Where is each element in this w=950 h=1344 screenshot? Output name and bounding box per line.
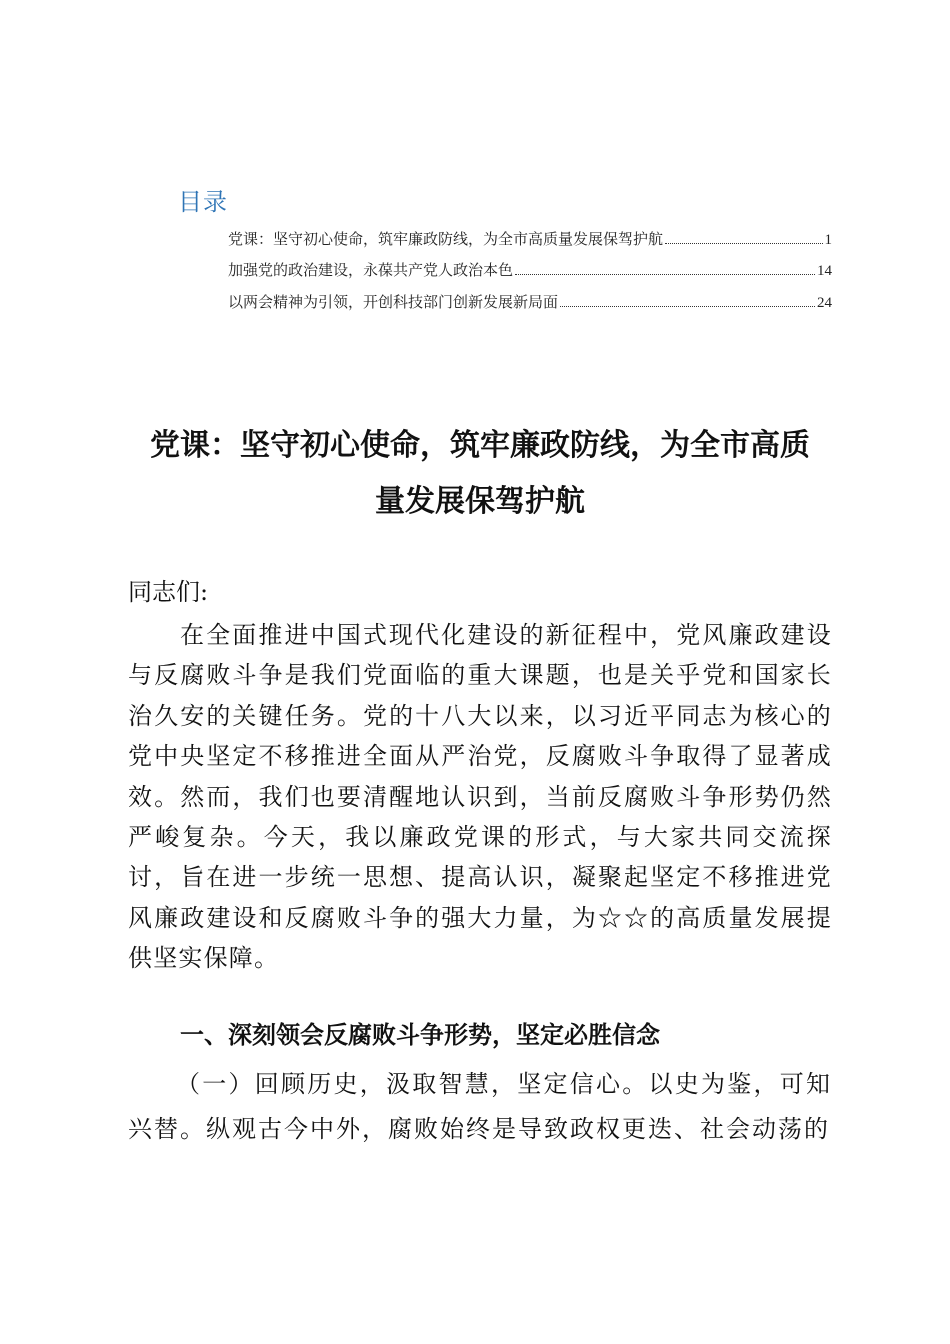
section-heading: 一、深刻领会反腐败斗争形势，坚定必胜信念 xyxy=(180,1020,660,1049)
document-title-line: 党课：坚守初心使命，筑牢廉政防线，为全市高质 xyxy=(150,428,810,463)
toc-entry[interactable] xyxy=(228,225,832,249)
toc-entry-label: 党课：坚守初心使命，筑牢廉政防线，为全市高质量发展保驾护航 xyxy=(228,230,664,248)
toc-entry[interactable] xyxy=(228,256,832,280)
toc-entry-page: 1 xyxy=(824,232,832,248)
body-paragraph: 在全面推进中国式现代化建设的新征程中，党风廉政建设与反腐败斗争是我们党面临的重大课题，也是关乎党和国家长治久安的关键任务。党的十八大以来，以习近平同志为核心的党中央坚定不移推进全面从严治党，反腐败斗争取得了显著成效。然而，我们也要清醒地认识到，当前反腐败斗争形势仍然严峻复杂。今天，我以廉政党课的形式，与大家共同交流探讨，旨在进一步统一思想、提高认识，凝聚起坚定不移推进党风廉政建设和反腐败斗争的强大力量，为☆☆的高质量发展提供坚实保障。 xyxy=(128,621,832,973)
toc-entry[interactable] xyxy=(228,288,832,312)
toc-entry-page: 14 xyxy=(817,263,832,279)
document-title xyxy=(100,418,860,530)
body-paragraph: （一）回顾历史，汲取智慧，坚定信心。以史为鉴，可知兴替。纵观古今中外，腐败始终是导致政权更迭、社会动荡的 xyxy=(128,1070,832,1143)
toc-entry-page: 24 xyxy=(817,295,832,311)
toc-title: 目录 xyxy=(178,188,228,216)
document-title-line: 量发展保驾护航 xyxy=(375,484,585,519)
toc-leader-dots xyxy=(560,306,815,307)
toc-leader-dots xyxy=(665,243,822,244)
toc-entry-label: 以两会精神为引领，开创科技部门创新发展新局面 xyxy=(228,293,559,311)
toc-entry-label: 加强党的政治建设，永葆共产党人政治本色 xyxy=(228,261,514,279)
salutation: 同志们: xyxy=(128,578,209,606)
toc-leader-dots xyxy=(515,274,815,275)
